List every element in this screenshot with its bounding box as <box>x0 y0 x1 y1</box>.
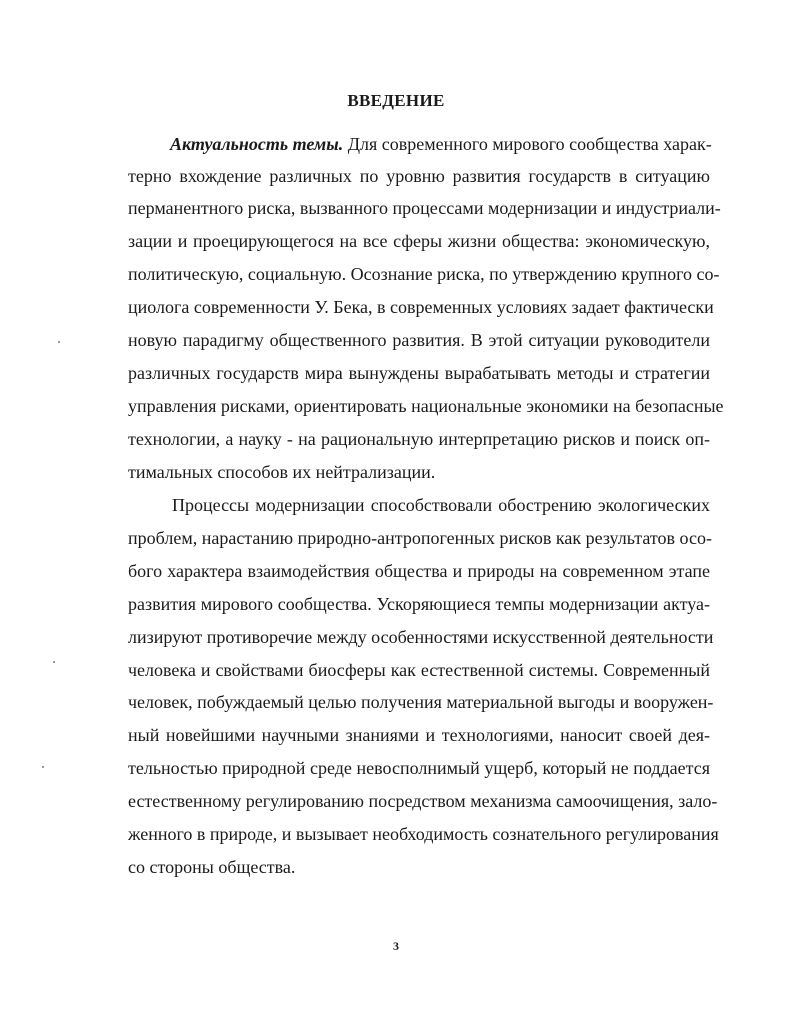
scan-speck <box>58 341 60 343</box>
paragraph-1-line-10: технологии, а науку - на рациональную интерпретацию рисков и поиск оп- <box>128 429 710 449</box>
paragraph-1-line-8: различных государств мира вынуждены вырабатывать методы и стратегии <box>128 363 710 383</box>
section-heading: ВВЕДЕНИЕ <box>347 91 445 110</box>
paragraph-2-line-4: развития мирового сообщества. Ускоряющиеся темпы модернизации актуа- <box>128 594 710 614</box>
paragraph-2-line-2: проблем, нарастанию природно-антропогенных рисков как результатов осо- <box>128 528 712 548</box>
page-number: 3 <box>393 939 399 953</box>
paragraph-2-line-3: бого характера взаимодействия общества и природы на современном этапе <box>128 561 710 581</box>
paragraph-2-line-11: женного в природе, и вызывает необходимость сознательного регулирования <box>128 824 719 844</box>
paragraph-2-line-7: человек, побуждаемый целью получения материальной выгоды и вооружен- <box>128 692 714 712</box>
paragraph-1-line-9: управления рисками, ориентировать национальные экономики на безопасные <box>128 396 724 416</box>
paragraph-2-line-1: Процессы модернизации способствовали обострению экологических <box>172 495 710 515</box>
paragraph-2-line-9: тельностью природной среде невосполнимый ущерб, который не поддается <box>128 758 710 778</box>
scan-speck <box>42 766 44 768</box>
paragraph-2-line-5: лизируют противоречие между особенностями искусственной деятельности <box>128 627 714 647</box>
paragraph-1-line-2: терно вхождение различных по уровню развития государств в ситуацию <box>128 166 710 186</box>
paragraph-2-line-12: со стороны общества. <box>128 857 296 877</box>
paragraph-1-line-1-rest: Для современного мирового сообщества харак- <box>343 134 712 154</box>
paragraph-1-line-5: политическую, социальную. Осознание риска, по утверждению крупного со- <box>128 264 720 284</box>
paragraph-2-line-10: естественному регулированию посредством механизма самоочищения, зало- <box>128 791 718 811</box>
paragraph-2-line-6: человека и свойствами биосферы как естественной системы. Современный <box>128 660 710 680</box>
paragraph-1-line-11: тимальных способов их нейтрализации. <box>128 462 436 482</box>
paragraph-1-line-1 <box>170 134 710 154</box>
paragraph-1-line-4: зации и проецирующегося на все сферы жизни общества: экономическую, <box>128 231 710 251</box>
paragraph-2-line-8: ный новейшими научными знаниями и технологиями, наносит своей дея- <box>128 725 710 745</box>
topic-relevance-lead: Актуальность темы. <box>170 134 344 154</box>
paragraph-1-line-7: новую парадигму общественного развития. В этой ситуации руководители <box>128 330 710 350</box>
scan-speck <box>53 661 55 663</box>
paragraph-1-line-3: перманентного риска, вызванного процессами модернизации и индустриали- <box>128 198 721 218</box>
paragraph-1-line-6: циолога современности У. Бека, в современных условиях задает фактически <box>128 297 714 317</box>
